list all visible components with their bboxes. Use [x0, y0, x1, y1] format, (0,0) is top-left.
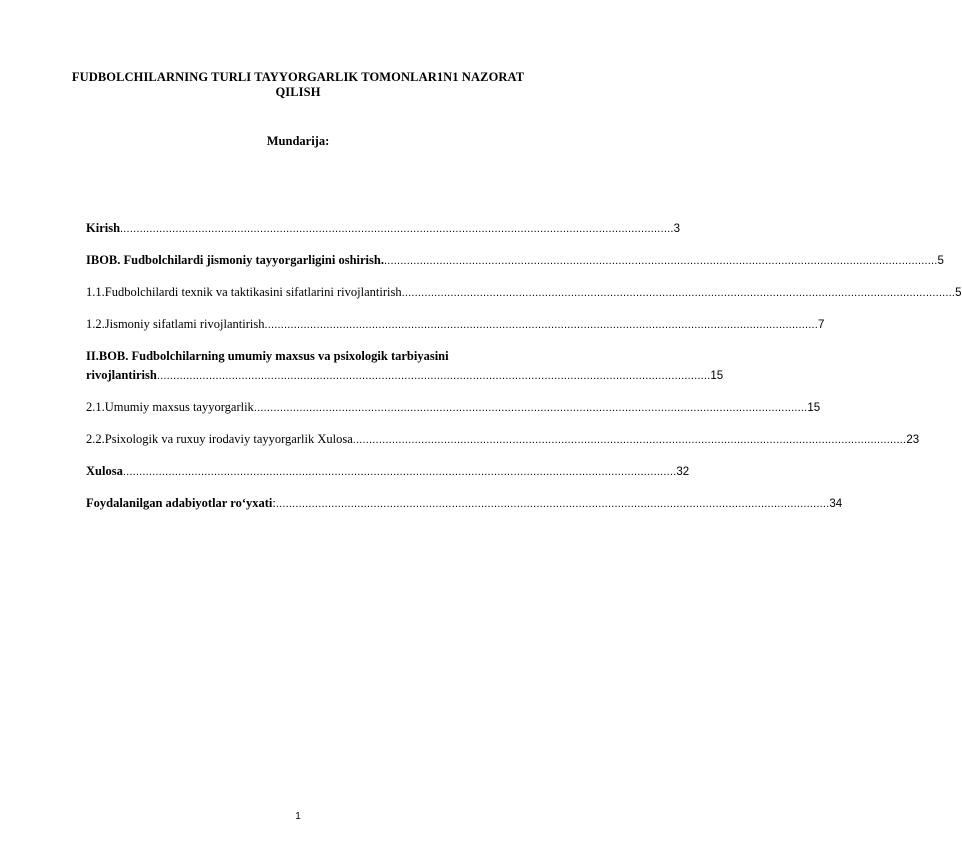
- toc-leader-dots: ..........................................................................................................................................................................: [275, 498, 830, 510]
- document-title: FUDBOLCHILARNING TURLI TAYYORGARLIK TOMONLAR1N1 NAZORAT QILISH: [71, 70, 525, 99]
- toc-entry-text: 2.1.Umumiy maxsus tayyorgarlik: [86, 400, 254, 414]
- toc-leader-dots: ..........................................................................................................................................................................: [401, 287, 956, 299]
- toc-entry-references[interactable]: [86, 496, 843, 512]
- toc-entry-text: IBOB. Fudbolchilardi jismoniy tayyorgarligini oshirish.: [86, 253, 384, 267]
- toc-page-number: 5: [955, 287, 962, 299]
- toc-entry-text: Xulosa: [86, 464, 123, 478]
- toc-leader-dots: ..........................................................................................................................................................................: [156, 370, 711, 382]
- toc-leader-dots: ..........................................................................................................................................................................: [122, 466, 677, 478]
- toc-page-number: 15: [807, 402, 821, 414]
- toc-page-number: 32: [676, 466, 690, 478]
- toc-entry-chapter-1[interactable]: [86, 253, 944, 269]
- toc-leader-dots: ..........................................................................................................................................................................: [383, 255, 938, 267]
- toc-entry-text: Kirish: [86, 221, 121, 235]
- toc-leader-dots: ..........................................................................................................................................................................: [253, 402, 808, 414]
- toc-entry-text: 1.2.Jismoniy sifatlami rivojlantirish: [86, 317, 265, 331]
- toc-page-number: 34: [829, 498, 843, 510]
- toc-entry-text: 1.1.Fudbolchilardi texnik va taktikasini sifatlarini rivojlantirish: [86, 285, 402, 299]
- toc-entry-text-line1: II.BOB. Fudbolchilarning umumiy maxsus va psixologik tarbiyasini: [86, 349, 449, 363]
- toc-leader-dots: ..........................................................................................................................................................................: [120, 223, 674, 235]
- toc-entry-chapter-2[interactable]: [86, 349, 724, 384]
- toc-leader-dots: ..........................................................................................................................................................................: [264, 319, 819, 331]
- toc-entry-text: rivojlantirish: [86, 368, 157, 382]
- toc-entry-1-1[interactable]: [86, 285, 962, 301]
- toc-leader-dots: ..........................................................................................................................................................................: [352, 434, 907, 446]
- contents-heading: Mundarija:: [266, 134, 330, 148]
- toc-entry-text: 2.2.Psixologik va ruxuy irodaviy tayyorgarlik Xulosa: [86, 432, 353, 446]
- toc-entry-suffix: :: [272, 496, 276, 510]
- toc-entry-text: Foydalanilgan adabiyotlar ro‘yxati: [86, 496, 273, 510]
- table-of-contents: [86, 221, 962, 528]
- toc-page-number: 15: [710, 370, 724, 382]
- toc-entry-2-1[interactable]: [86, 400, 821, 416]
- toc-entry-2-2[interactable]: [86, 432, 920, 448]
- toc-entry-xulosa[interactable]: [86, 464, 690, 480]
- toc-entry-1-2[interactable]: [86, 317, 825, 333]
- toc-page-number: 3: [673, 223, 680, 235]
- toc-page-number: 5: [937, 255, 944, 267]
- toc-page-number: 7: [818, 319, 825, 331]
- page-number: 1: [295, 811, 301, 822]
- toc-page-number: 23: [906, 434, 920, 446]
- toc-entry-kirish[interactable]: [86, 221, 680, 237]
